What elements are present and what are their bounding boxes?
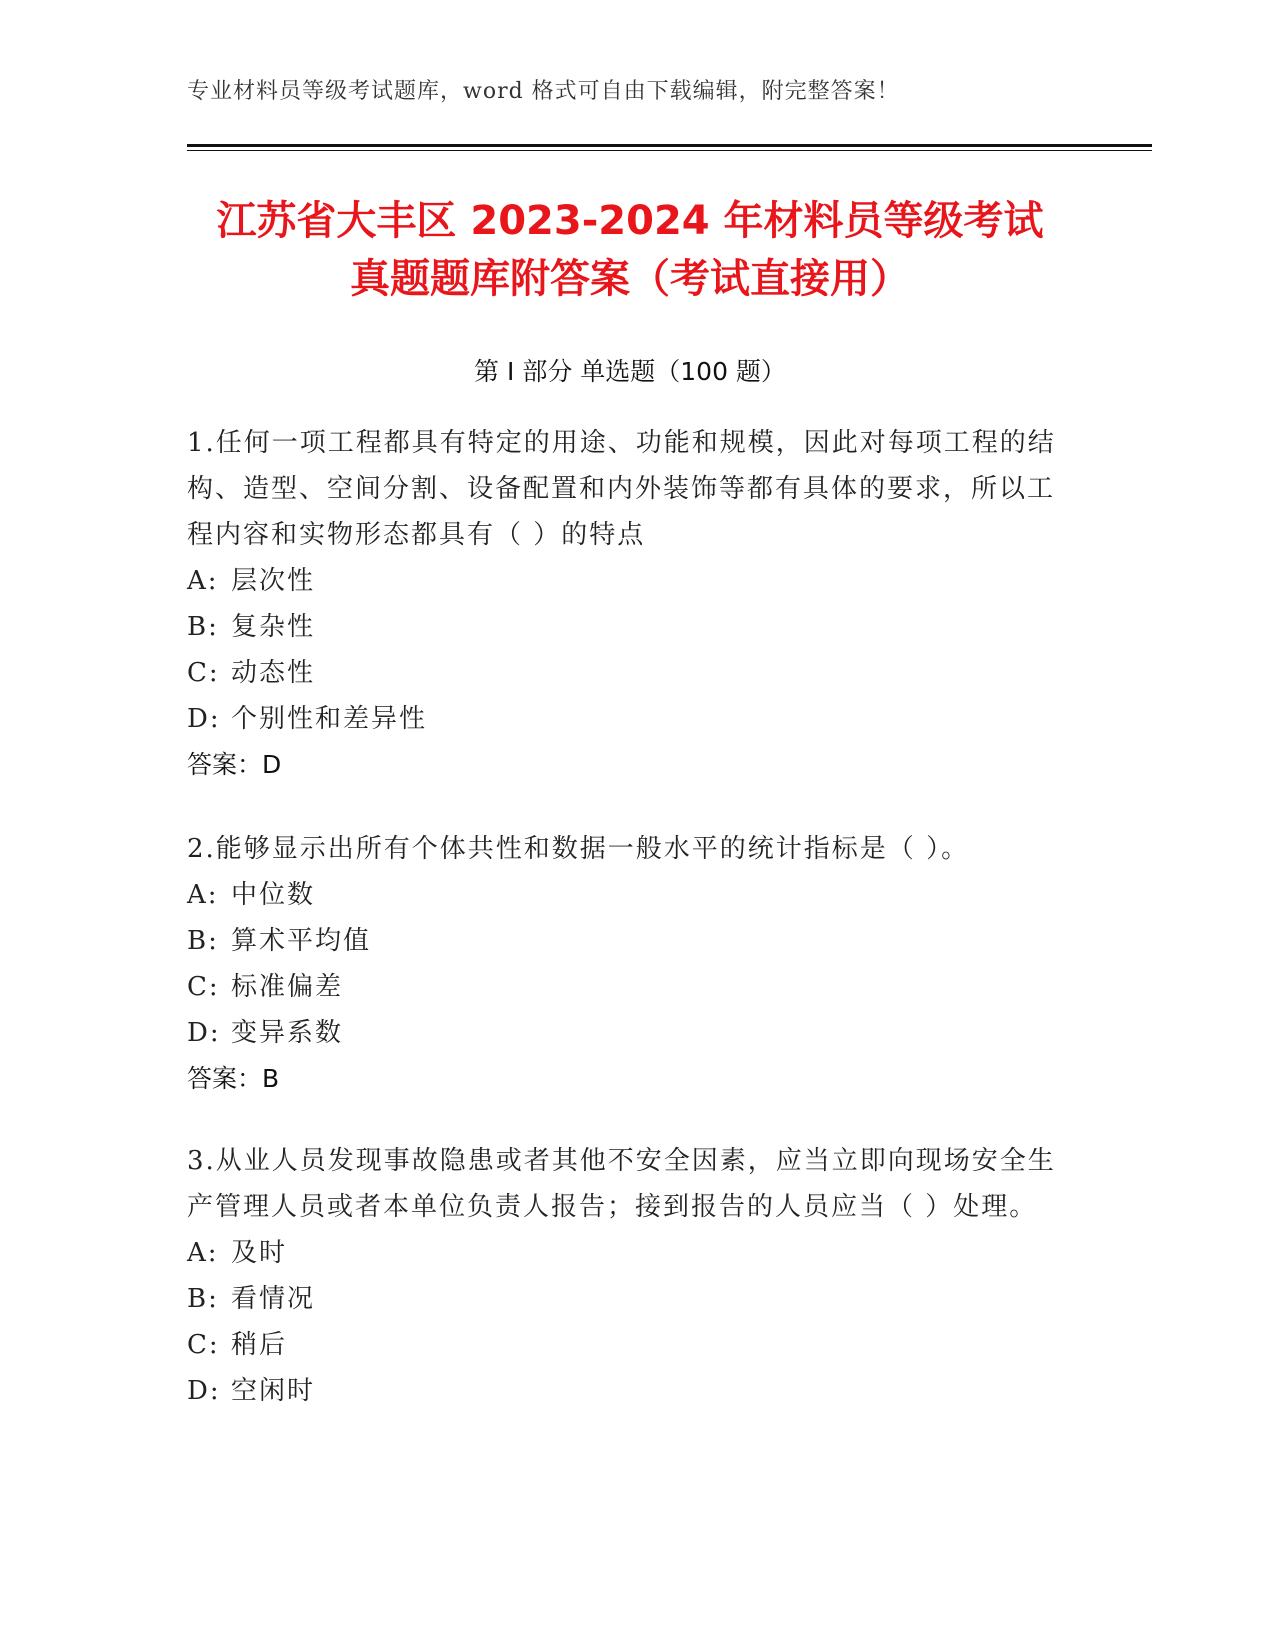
option-text: 中位数 (231, 880, 316, 910)
option-key: B: (187, 1284, 219, 1314)
option-key: A: (187, 880, 219, 910)
option-d (187, 1010, 1077, 1056)
option-c (187, 1322, 1077, 1368)
option-text: 稍后 (231, 1330, 288, 1360)
option-key: C: (187, 658, 220, 688)
option-b (187, 1276, 1077, 1322)
option-text: 动态性 (231, 658, 316, 688)
option-key: B: (187, 612, 219, 642)
option-a (187, 558, 1077, 604)
question-2 (187, 826, 1077, 1102)
answer-line: 答案：B (187, 1064, 280, 1093)
title-line-1: 江苏省大丰区 2023-2024 年材料员等级考试 (216, 198, 1044, 244)
option-text: 及时 (231, 1238, 288, 1268)
option-key: C: (187, 972, 220, 1002)
option-b (187, 918, 1077, 964)
question-stem: 3.从业人员发现事故隐患或者其他不安全因素，应当立即向现场安全生产管理人员或者本单位负责人报告；接到报告的人员应当（ ）处理。 (187, 1146, 1056, 1222)
header-rule-thick (187, 144, 1152, 147)
option-a (187, 872, 1077, 918)
option-d (187, 696, 1077, 742)
option-key: B: (187, 926, 219, 956)
option-key: D: (187, 704, 221, 734)
option-c (187, 650, 1077, 696)
option-key: A: (187, 1238, 219, 1268)
question-stem: 1.任何一项工程都具有特定的用途、功能和规模，因此对每项工程的结构、造型、空间分割、设备配置和内外装饰等都有具体的要求，所以工程内容和实物形态都具有（ ）的特点 (187, 428, 1056, 550)
option-key: C: (187, 1330, 220, 1360)
option-text: 层次性 (231, 566, 316, 596)
option-text: 看情况 (231, 1284, 316, 1314)
option-key: D: (187, 1018, 221, 1048)
question-stem: 2.能够显示出所有个体共性和数据一般水平的统计指标是（ ）。 (187, 834, 970, 864)
question-1 (187, 420, 1077, 788)
section-heading: 第 I 部分 单选题（100 题） (474, 357, 786, 386)
option-c (187, 964, 1077, 1010)
option-b (187, 604, 1077, 650)
option-text: 复杂性 (231, 612, 316, 642)
option-text: 空闲时 (231, 1376, 316, 1406)
question-3 (187, 1138, 1077, 1414)
option-key: A: (187, 566, 219, 596)
document-title (130, 192, 1130, 308)
option-text: 变异系数 (231, 1018, 344, 1048)
header-note: 专业材料员等级考试题库，word 格式可自由下载编辑，附完整答案！ (187, 79, 900, 104)
option-a (187, 1230, 1077, 1276)
header-rule-thin (187, 150, 1152, 151)
answer-line: 答案：D (187, 750, 282, 779)
title-line-2: 真题题库附答案（考试直接用） (350, 256, 910, 302)
option-text: 算术平均值 (231, 926, 372, 956)
option-text: 个别性和差异性 (231, 704, 428, 734)
option-d (187, 1368, 1077, 1414)
option-text: 标准偏差 (231, 972, 344, 1002)
option-key: D: (187, 1376, 221, 1406)
